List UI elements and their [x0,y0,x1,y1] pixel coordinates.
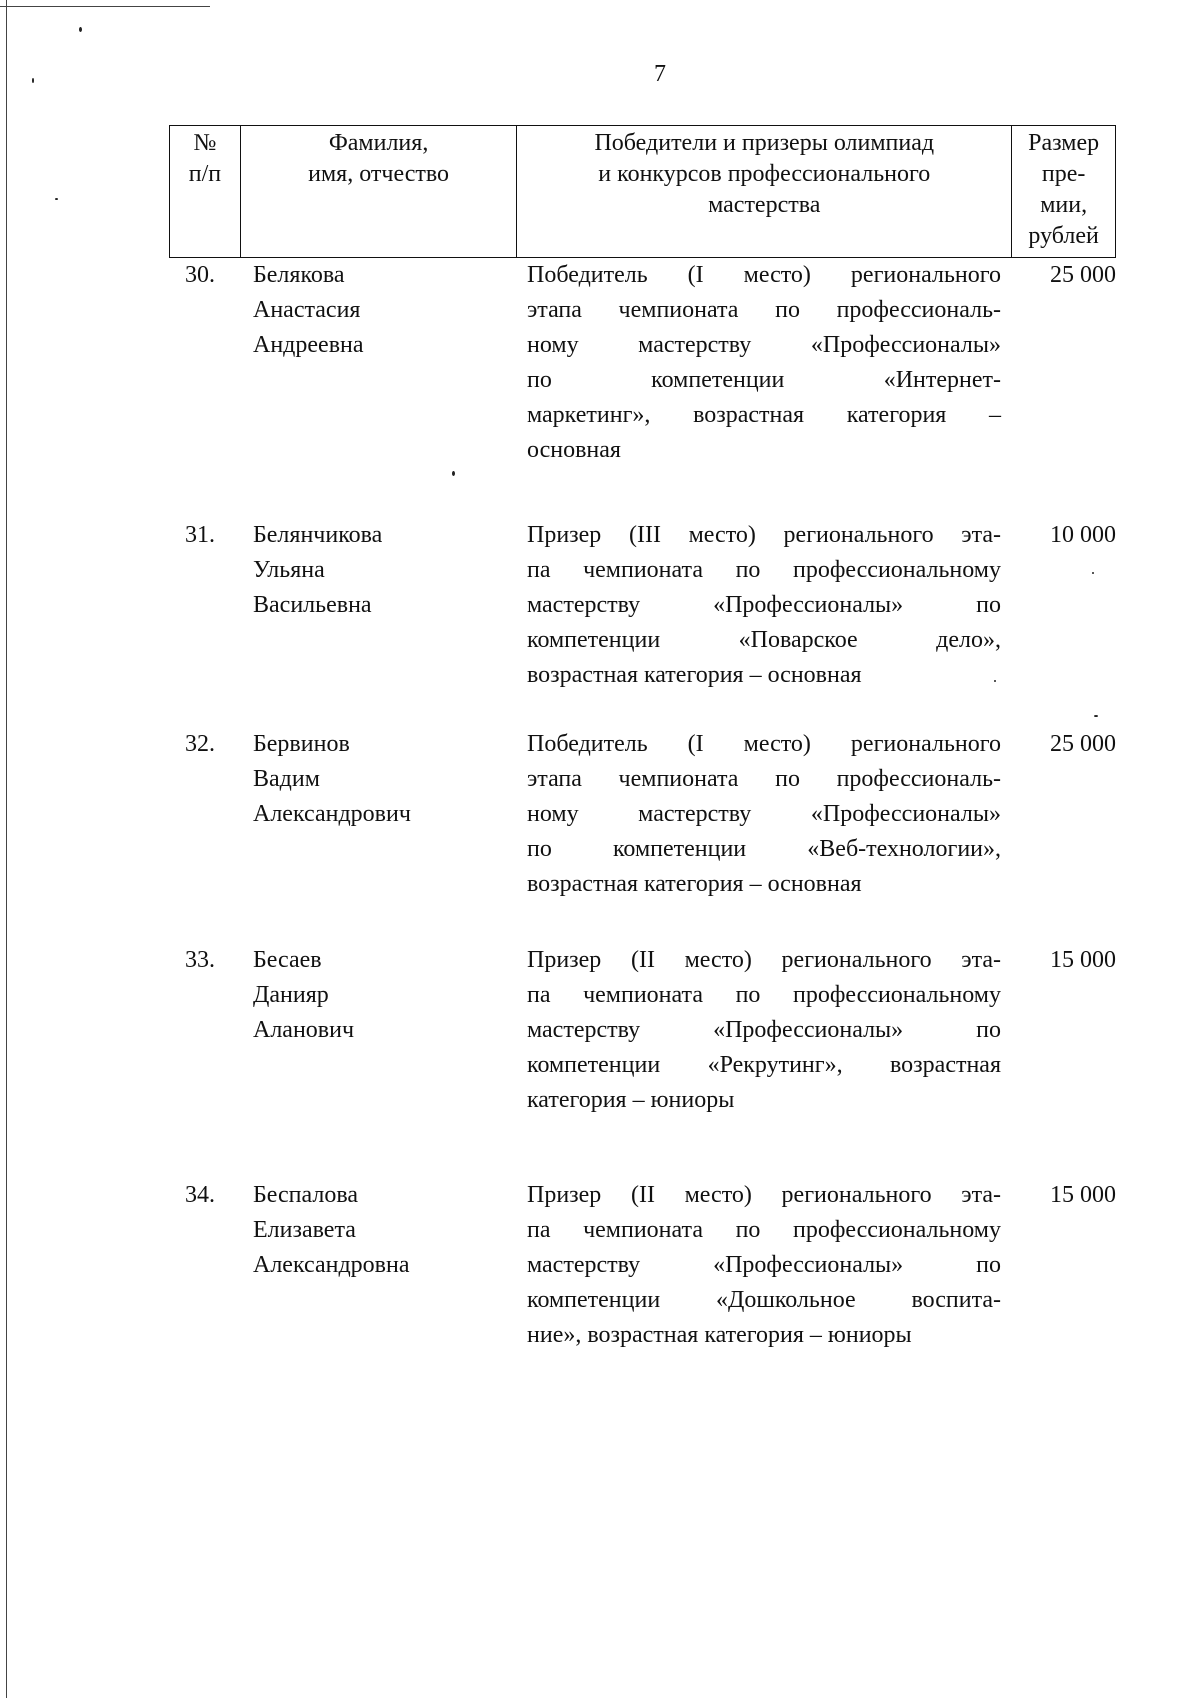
description-line: этапа чемпионата по профессиональ- [527,297,1001,323]
description-line: мастерству «Профессионалы» по [527,592,1001,618]
award-description [527,518,1001,693]
row-number: 32. [185,731,215,757]
description-line: Призер (II место) регионального эта- [527,1182,1001,1208]
person-name [253,727,513,832]
description-line: Победитель (I место) регионального [527,731,1001,757]
header-text: мастерства [708,192,821,218]
person-name [253,943,513,1048]
description-line: мастерству «Профессионалы» по [527,1017,1001,1043]
prize-amount: 10 000 [1050,522,1116,548]
row-number: 34. [185,1182,215,1208]
description-line: ние», возрастная категория – юниоры [527,1322,912,1348]
header-cell-prize [1012,126,1115,257]
scan-speck [32,78,34,83]
header-text: рублей [1028,223,1099,249]
scan-border-top [0,6,210,7]
row-number: 31. [185,522,215,548]
header-text: Размер [1028,130,1100,156]
description-line: по компетенции «Веб-технологии», [527,836,1001,862]
first-name: Ульяна [253,557,325,583]
scan-speck [1094,715,1098,717]
description-line: компетенции «Дошкольное воспита- [527,1287,1001,1313]
scan-speck [1092,572,1094,574]
prize-amount: 15 000 [1050,947,1116,973]
header-text: имя, отчество [308,161,449,187]
scan-border-left [6,0,7,1698]
header-text: Фамилия, [328,130,429,156]
patronymic: Александрович [253,801,411,827]
description-line: категория – юниоры [527,1087,735,1113]
first-name: Данияр [253,982,329,1008]
first-name: Анастасия [253,297,361,323]
row-number: 30. [185,262,215,288]
patronymic: Васильевна [253,592,372,618]
description-line: мастерству «Профессионалы» по [527,1252,1001,1278]
scan-speck [452,471,455,476]
header-text: п/п [188,161,222,187]
row-number: 33. [185,947,215,973]
description-line: возрастная категория – основная [527,662,862,688]
patronymic: Андреевна [253,332,364,358]
prize-amount: 25 000 [1050,731,1116,757]
header-text: мии, [1040,192,1088,218]
table-header [169,125,1116,258]
surname: Бесаев [253,947,322,973]
award-description [527,1178,1001,1353]
description-line: ному мастерству «Профессионалы» [527,801,1001,827]
description-line: компетенции «Поварское дело», [527,627,1001,653]
description-line: основная [527,437,621,463]
prize-amount: 15 000 [1050,1182,1116,1208]
award-description [527,727,1001,902]
page-number: 7 [654,61,666,87]
description-line: па чемпионата по профессиональному [527,557,1001,583]
surname: Бервинов [253,731,350,757]
scan-speck [79,27,82,32]
header-text: пре- [1041,161,1086,187]
header-cell-description [517,126,1012,257]
surname: Беспалова [253,1182,359,1208]
header-text: № [193,130,217,156]
patronymic: Александровна [253,1252,410,1278]
description-line: Призер (III место) регионального эта- [527,522,1001,548]
person-name [253,518,513,623]
header-text: и конкурсов профессионального [598,161,931,187]
description-line: маркетинг», возрастная категория – [527,402,1001,428]
header-text: Победители и призеры олимпиад [594,130,935,156]
header-cell-name [241,126,517,257]
description-line: этапа чемпионата по профессиональ- [527,766,1001,792]
scan-speck [55,198,58,200]
first-name: Елизавета [253,1217,356,1243]
surname: Белянчикова [253,522,383,548]
description-line: па чемпионата по профессиональному [527,1217,1001,1243]
header-cell-number [170,126,241,257]
description-line: ному мастерству «Профессионалы» [527,332,1001,358]
description-line: Победитель (I место) регионального [527,262,1001,288]
award-description [527,943,1001,1118]
prize-amount: 25 000 [1050,262,1116,288]
person-name [253,258,513,363]
description-line: возрастная категория – основная [527,871,862,897]
description-line: Призер (II место) регионального эта- [527,947,1001,973]
description-line: компетенции «Рекрутинг», возрастная [527,1052,1001,1078]
first-name: Вадим [253,766,320,792]
patronymic: Аланович [253,1017,355,1043]
surname: Белякова [253,262,345,288]
description-line: па чемпионата по профессиональному [527,982,1001,1008]
award-description [527,258,1001,468]
person-name [253,1178,513,1283]
description-line: по компетенции «Интернет- [527,367,1001,393]
